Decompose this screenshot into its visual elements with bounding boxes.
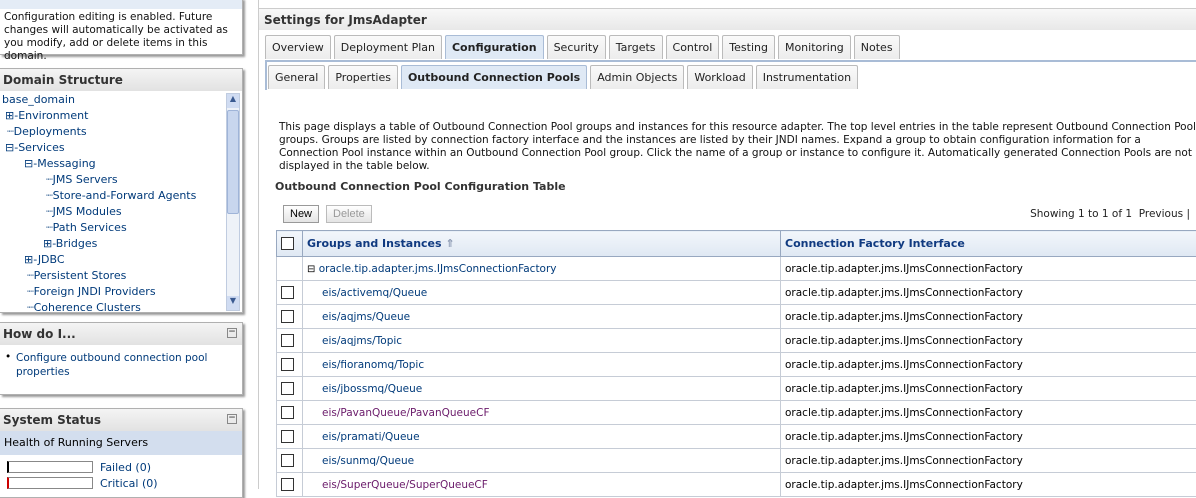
instance-link[interactable]: eis/activemq/Queue	[322, 287, 427, 299]
failed-bar	[7, 461, 93, 473]
health-subtitle: Health of Running Servers	[0, 431, 242, 455]
row-checkbox[interactable]	[281, 430, 294, 443]
interface-cell: oracle.tip.adapter.jms.IJmsConnectionFactory	[781, 473, 1196, 497]
subtab-workload[interactable]: Workload	[687, 65, 752, 89]
delete-button[interactable]: Delete	[326, 205, 372, 223]
table-row	[277, 377, 1196, 401]
subtab-properties[interactable]: Properties	[328, 65, 398, 89]
showing-count: Showing 1 to 1 of 1	[1030, 208, 1132, 220]
system-status-title: System Status	[3, 413, 101, 427]
instance-link[interactable]: eis/SuperQueue/SuperQueueCF	[322, 479, 488, 491]
sub-tabs	[268, 65, 858, 89]
instance-link[interactable]: eis/pramati/Queue	[322, 431, 420, 443]
table-row	[277, 353, 1196, 377]
instance-link[interactable]: eis/sunmq/Queue	[322, 455, 414, 467]
interface-cell: oracle.tip.adapter.jms.IJmsConnectionFactory	[781, 329, 1196, 353]
main-tabs	[265, 35, 900, 59]
collapse-icon[interactable]: ⊟	[24, 157, 33, 170]
new-button[interactable]: New	[283, 205, 319, 223]
tab-notes[interactable]: Notes	[854, 35, 900, 59]
row-checkbox[interactable]	[281, 310, 294, 323]
configure-pool-link[interactable]: Configure outbound connection pool properties	[16, 352, 207, 378]
instance-link[interactable]: eis/PavanQueue/PavanQueueCF	[322, 407, 489, 419]
how-do-i-panel: How do I... − • Configure outbound connection pool properties	[0, 322, 243, 395]
table-row	[277, 305, 1196, 329]
row-checkbox[interactable]	[281, 334, 294, 347]
interface-cell: oracle.tip.adapter.jms.IJmsConnectionFactory	[781, 281, 1196, 305]
pagination: Showing 1 to 1 of 1 Previous |	[1030, 208, 1190, 220]
subtab-admin-objects[interactable]: Admin Objects	[590, 65, 684, 89]
tree-item-persistent-stores[interactable]: ┈Persistent Stores	[27, 269, 126, 282]
select-all-checkbox[interactable]	[281, 237, 294, 250]
failed-link[interactable]: Failed (0)	[100, 461, 151, 474]
table-row	[277, 425, 1196, 449]
tree-item-messaging[interactable]: ⊟-Messaging	[24, 157, 96, 170]
tree-item-saf-agents[interactable]: ┈Store-and-Forward Agents	[46, 189, 196, 202]
tab-targets[interactable]: Targets	[609, 35, 663, 59]
tab-deployment-plan[interactable]: Deployment Plan	[334, 35, 442, 59]
row-checkbox[interactable]	[281, 358, 294, 371]
tree-item-jms-modules[interactable]: ┈JMS Modules	[46, 205, 122, 218]
expand-icon[interactable]: ⊞	[5, 109, 14, 122]
subtab-outbound-connection-pools[interactable]: Outbound Connection Pools	[401, 65, 587, 89]
subtab-instrumentation[interactable]: Instrumentation	[756, 65, 858, 89]
main-content	[258, 0, 1196, 489]
connection-pool-table	[276, 230, 1196, 497]
tree-item-base-domain[interactable]: base_domain	[2, 93, 75, 106]
table-row	[277, 281, 1196, 305]
tree-item-jms-servers[interactable]: ┈JMS Servers	[46, 173, 118, 186]
tree-item-environment[interactable]: ⊞-Environment	[5, 109, 88, 122]
row-checkbox[interactable]	[281, 454, 294, 467]
tree-item-bridges[interactable]: ⊞-Bridges	[43, 237, 97, 250]
minimize-icon[interactable]: −	[227, 328, 237, 338]
expand-icon[interactable]: ⊞	[24, 253, 33, 266]
column-groups[interactable]: Groups and Instances ⇑	[303, 231, 781, 257]
instance-link[interactable]: eis/fioranomq/Topic	[322, 359, 424, 371]
table-title: Outbound Connection Pool Configuration Table	[275, 180, 566, 193]
table-row	[277, 401, 1196, 425]
tree-item-deployments[interactable]: ┈Deployments	[7, 125, 87, 138]
scroll-up-icon[interactable]: ▲	[227, 94, 239, 108]
previous-link[interactable]: Previous	[1139, 208, 1183, 220]
tree-scrollbar[interactable]	[226, 93, 240, 311]
interface-cell: oracle.tip.adapter.jms.IJmsConnectionFactory	[781, 377, 1196, 401]
page-description: This page displays a table of Outbound Connection Pool groups and instances for this resource adapter. The top level entries in the table represent Outbound Connection Pool groups. Groups are listed by connection factory interface and the instances are listed by their JNDI names. Expand a group to obtain configuration information for a Connection Pool instance within an Outbound Connection Pool group. Click the name of a group or instance to configure it. Automatically generated Connection Pools are not displayed in the table below.	[279, 121, 1196, 173]
interface-cell: oracle.tip.adapter.jms.IJmsConnectionFactory	[781, 305, 1196, 329]
instance-link[interactable]: eis/jbossmq/Queue	[322, 383, 422, 395]
domain-structure-panel	[0, 68, 243, 313]
row-checkbox[interactable]	[281, 286, 294, 299]
tree-item-jdbc[interactable]: ⊞-JDBC	[24, 253, 65, 266]
collapse-icon[interactable]: ⊟	[5, 141, 14, 154]
domain-tree	[0, 91, 242, 313]
tree-item-foreign-jndi[interactable]: ┈Foreign JNDI Providers	[27, 285, 156, 298]
tab-testing[interactable]: Testing	[722, 35, 775, 59]
critical-link[interactable]: Critical (0)	[100, 477, 158, 490]
group-link[interactable]: oracle.tip.adapter.jms.IJmsConnectionFactory	[319, 263, 557, 275]
tree-item-path-services[interactable]: ┈Path Services	[46, 221, 127, 234]
collapse-icon[interactable]: ⊟	[307, 264, 315, 275]
tree-item-coherence[interactable]: ┈Coherence Clusters	[27, 301, 141, 313]
tab-monitoring[interactable]: Monitoring	[778, 35, 851, 59]
interface-cell: oracle.tip.adapter.jms.IJmsConnectionFactory	[781, 425, 1196, 449]
expand-icon[interactable]: ⊞	[43, 237, 52, 250]
page-title: Settings for JmsAdapter	[259, 8, 1196, 30]
change-center-message: Configuration editing is enabled. Future changes will automatically be activated as you modify, add or delete items in this domain.	[0, 9, 242, 65]
table-row	[277, 329, 1196, 353]
change-center-panel	[0, 0, 243, 55]
table-row	[277, 449, 1196, 473]
column-interface[interactable]: Connection Factory Interface	[781, 231, 1196, 257]
minimize-icon[interactable]: −	[227, 414, 237, 424]
domain-structure-title: Domain Structure	[0, 69, 242, 91]
group-row	[277, 257, 1196, 281]
interface-cell: oracle.tip.adapter.jms.IJmsConnectionFactory	[781, 449, 1196, 473]
subtab-general[interactable]: General	[268, 65, 325, 89]
how-do-i-title: How do I...	[3, 327, 76, 341]
interface-cell: oracle.tip.adapter.jms.IJmsConnectionFactory	[781, 401, 1196, 425]
tab-configuration[interactable]: Configuration	[445, 35, 544, 59]
tab-security[interactable]: Security	[547, 35, 606, 59]
row-checkbox[interactable]	[281, 406, 294, 419]
scroll-down-icon[interactable]: ▼	[227, 296, 239, 310]
tab-control[interactable]: Control	[666, 35, 720, 59]
tab-overview[interactable]: Overview	[265, 35, 331, 59]
table-row	[277, 473, 1196, 497]
scroll-thumb[interactable]	[227, 110, 239, 214]
row-checkbox[interactable]	[281, 382, 294, 395]
tree-item-services[interactable]: ⊟-Services	[5, 141, 65, 154]
group-interface: oracle.tip.adapter.jms.IJmsConnectionFactory	[781, 257, 1196, 281]
select-all-cell	[277, 231, 303, 257]
instance-link[interactable]: eis/aqjms/Topic	[322, 335, 402, 347]
system-status-panel	[0, 408, 243, 498]
interface-cell: oracle.tip.adapter.jms.IJmsConnectionFactory	[781, 353, 1196, 377]
instance-link[interactable]: eis/aqjms/Queue	[322, 311, 410, 323]
sort-icon[interactable]: ⇑	[445, 237, 454, 250]
critical-bar	[7, 477, 93, 489]
row-checkbox[interactable]	[281, 478, 294, 491]
